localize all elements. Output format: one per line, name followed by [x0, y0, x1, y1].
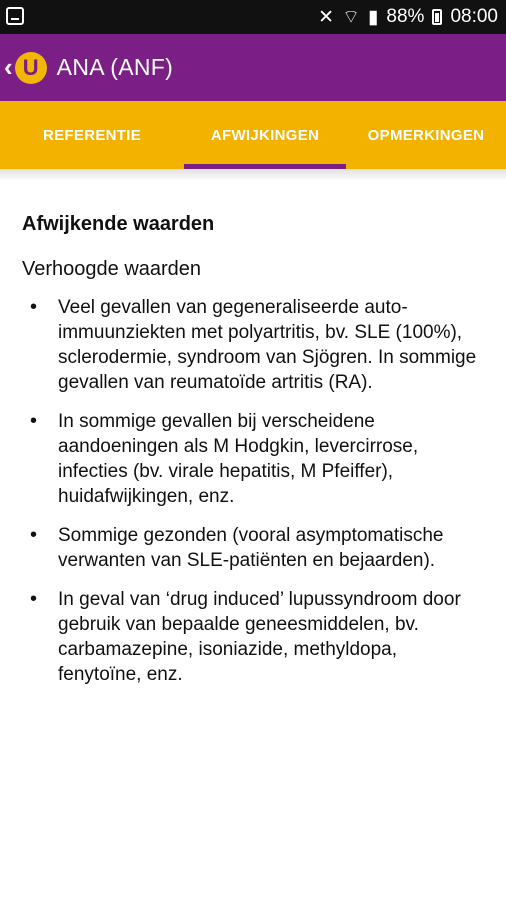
status-bar: [0, 0, 506, 34]
content-area: [0, 181, 506, 687]
list-item: • Veel gevallen van gegeneraliseerde auto-immuunziekten met polyartritis, bv. SLE (100%), sclerodermie, syndroom van Sjögren. In sommige gevallen van reumatoïde artritis (RA).: [22, 295, 482, 395]
tab-shadow: [0, 169, 506, 181]
tab-opmerkingen[interactable]: OPMERKINGEN: [367, 126, 485, 144]
findings-list: [22, 295, 482, 687]
list-item: • In sommige gevallen bij verscheidene aandoeningen als M Hodgkin, levercirrose, infecties (bv. virale hepatitis, M Pfeiffer), huidafwijkingen, enz.: [22, 409, 482, 509]
list-item: • In geval van ‘drug induced’ lupussyndroom door gebruik van bepaalde geneesmiddelen, bv. carbamazepine, isoniazide, methyldopa, fenytoïne, enz.: [22, 587, 482, 687]
battery-percent: 88%: [386, 6, 425, 27]
page-title: ANA (ANF): [56, 54, 174, 80]
clock: 08:00: [450, 6, 498, 27]
tab-referentie[interactable]: REFERENTIE: [42, 126, 141, 144]
status-icons: [318, 0, 498, 34]
mute-icon: ✕: [318, 6, 335, 28]
list-item: • Sommige gezonden (vooral asymptomatische verwanten van SLE-patiënten en bejaarden).: [22, 523, 482, 573]
section-heading: Afwijkende waarden: [22, 213, 215, 235]
screenshot-icon: [6, 7, 24, 25]
tab-bar: [0, 101, 506, 169]
app-logo-icon[interactable]: U: [15, 52, 47, 84]
tab-afwijkingen[interactable]: AFWIJKINGEN: [184, 101, 346, 169]
app-bar: [0, 34, 506, 101]
back-icon[interactable]: ‹: [4, 52, 13, 82]
battery-icon: [432, 9, 442, 25]
wifi-icon: ⌔: [342, 7, 360, 28]
signal-icon: ▮: [367, 6, 379, 28]
section-subheading: Verhoogde waarden: [22, 258, 202, 280]
